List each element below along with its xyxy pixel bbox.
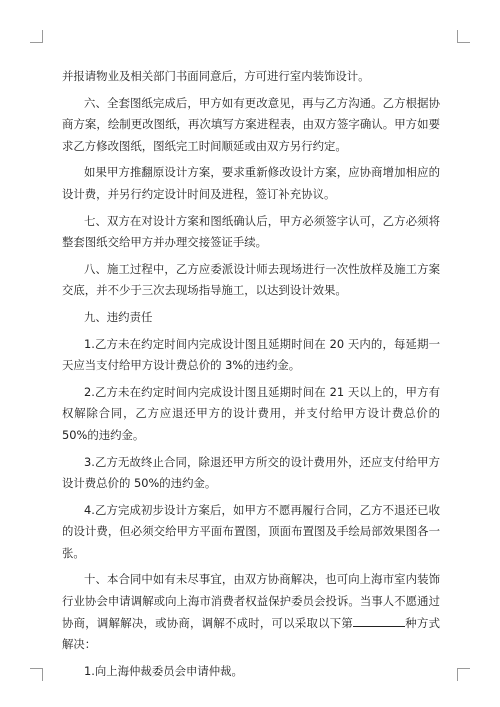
paragraph: 七、双方在对设计方案和图纸确认后，甲方必须签字认可，乙方必须将整套图纸交给甲方并办理交接签证手续。: [62, 213, 440, 250]
paragraph: 八、施工过程中，乙方应委派设计师去现场进行一次性放样及施工方案交底，并不少于三次去现场指导施工，以达到设计效果。: [62, 261, 440, 298]
crop-mark-bottom-left: [30, 668, 43, 681]
paragraph: 如果甲方推翻原设计方案，要求重新修改设计方案，应协商增加相应的设计费，并另行约定设计时间及进程，签订补充协议。: [62, 165, 440, 201]
paragraph: 1.向上海仲裁委员会申请仲裁。: [84, 663, 243, 678]
clause-10-text-end: 种方式解决：: [62, 615, 440, 652]
crop-mark-top-right: [457, 30, 470, 43]
section-heading: 九、违约责任: [84, 309, 153, 324]
paragraph: 4.乙方完成初步设计方案后，如甲方不愿再履行合同，乙方不退还已收的设计费，但必须交给甲方平面布置图，顶面布置图及手绘局部效果图各一张。: [62, 502, 440, 560]
crop-mark-top-left: [30, 30, 43, 43]
paragraph: 2.乙方未在约定时间内完成设计图且延期时间在 21 天以上的，甲方有权解除合同，乙方应退还甲方的设计费用，并支付给甲方设计费总价的 50%的违约金。: [62, 384, 440, 442]
paragraph: 六、全套图纸完成后，甲方如有更改意见，再与乙方沟通。乙方根据协商方案，绘制更改图纸，再次填写方案进程表，由双方签字确认。甲方如要求乙方修改图纸，图纸完工时间顺延或由双方另行约定。: [62, 95, 440, 153]
clause-10-text: 十、本合同中如有未尽事宜，由双方协商解决，也可向上海市室内装饰行业协会申请调解或向上海市消费者权益保护委员会投诉。当事人不愿通过协商，调解解决，或协商，调解不成时，可以采取以下第: [62, 572, 440, 630]
document-body: [62, 66, 440, 687]
paragraph-clause-10: [62, 569, 440, 655]
fill-in-blank: [353, 614, 405, 627]
paragraph: 3.乙方无故终止合同，除退还甲方所交的设计费用外，还应支付给甲方设计费总价的 50%的违约金。: [62, 454, 440, 491]
paragraph: 并报请物业及相关部门书面同意后，方可进行室内装饰设计。: [62, 69, 370, 83]
crop-mark-bottom-right: [457, 668, 470, 681]
paragraph: 1.乙方未在约定时间内完成设计图且延期时间在 20 天内的，每延期一天应当支付给甲方设计费总价的 3%的违约金。: [62, 336, 440, 373]
